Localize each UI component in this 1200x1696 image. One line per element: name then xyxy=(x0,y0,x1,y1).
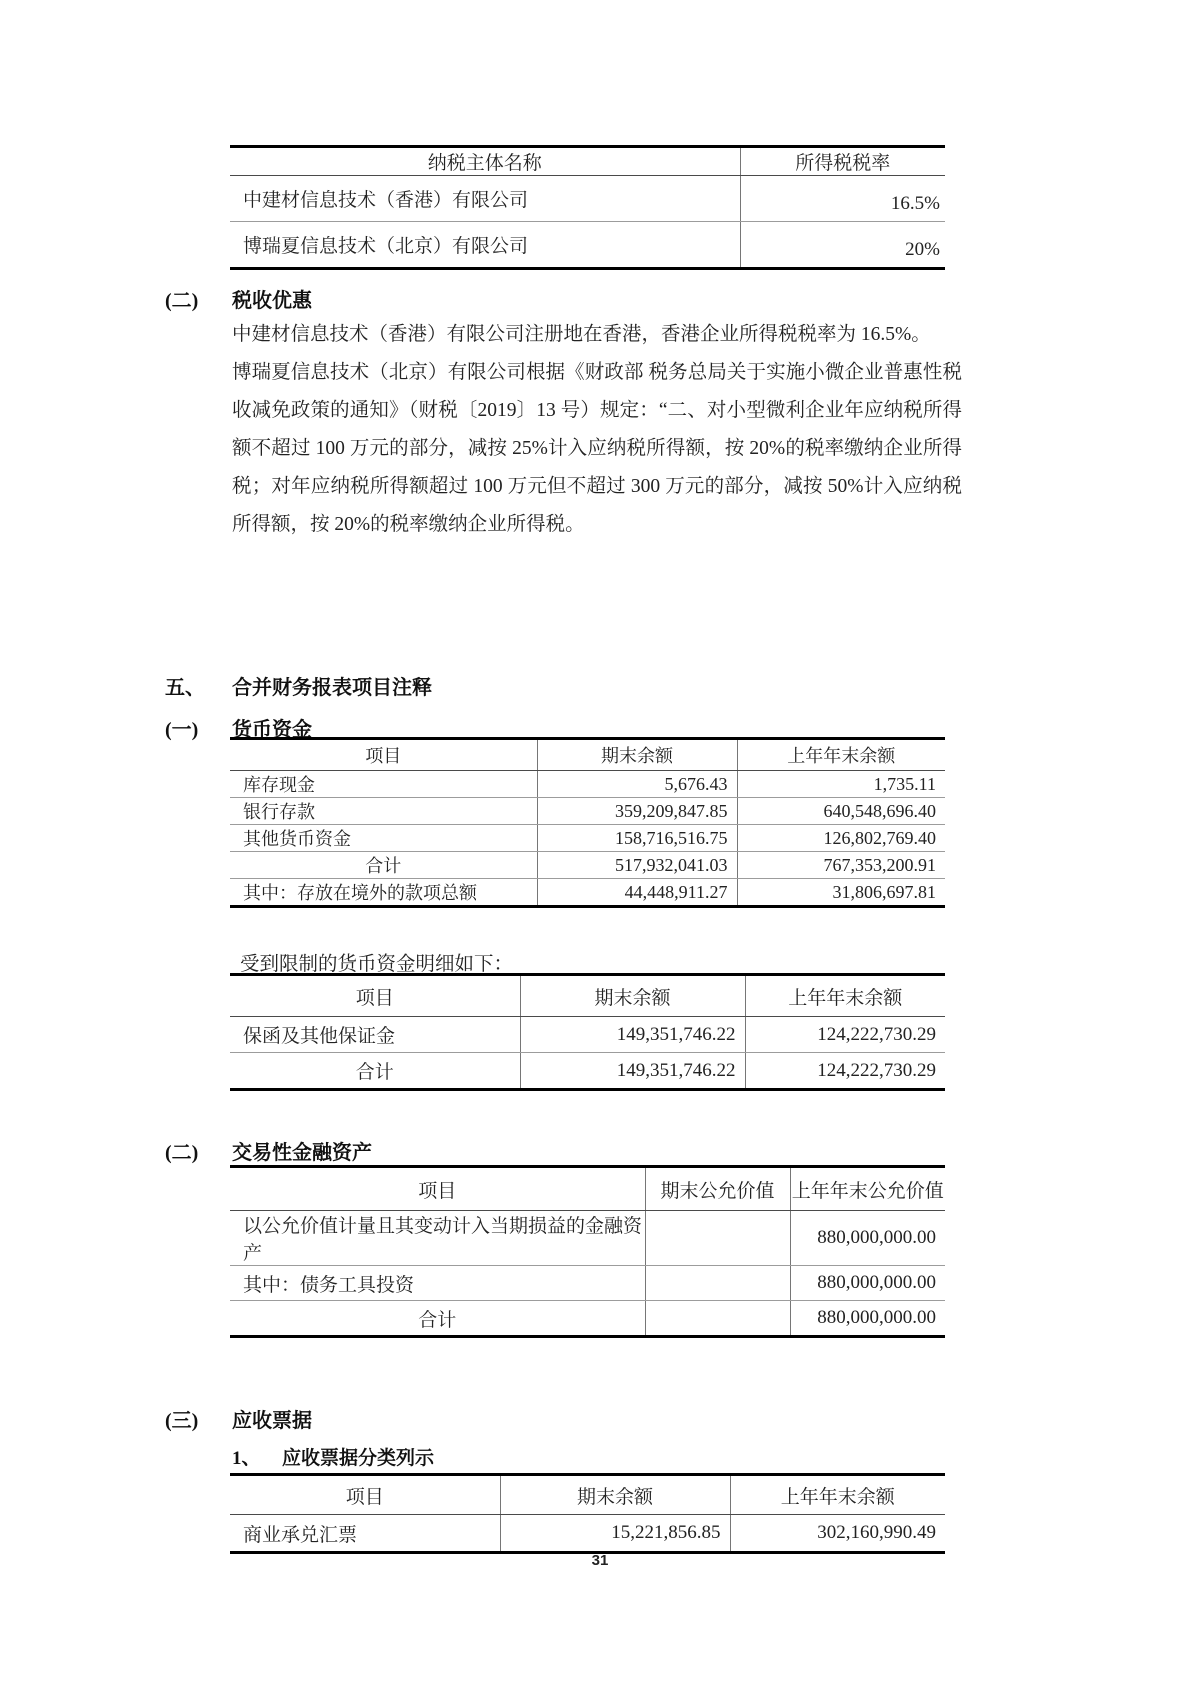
restricted-funds-intro: 受到限制的货币资金明细如下： xyxy=(240,954,514,975)
section-heading-trading-assets xyxy=(165,1136,372,1165)
monetary-funds-table xyxy=(230,737,945,908)
cell-item: 保函及其他保证金 xyxy=(230,1017,520,1053)
cell-item: 以公允价值计量且其变动计入当期损益的金融资产 xyxy=(230,1211,645,1266)
cell-prior-fair-value: 880,000,000.00 xyxy=(790,1211,945,1266)
column-header-prior: 上年年末余额 xyxy=(745,975,945,1017)
cell-prior-balance: 124,222,730.29 xyxy=(745,1017,945,1053)
column-header-item: 项目 xyxy=(230,1167,645,1211)
cell-ending-balance: 517,932,041.03 xyxy=(537,852,737,879)
section-number: 五、 xyxy=(165,677,205,699)
section-title: 合并财务报表项目注释 xyxy=(232,677,432,699)
cell-ending-fair-value xyxy=(645,1301,790,1337)
table-row xyxy=(230,879,945,907)
tax-entity-table xyxy=(230,145,945,270)
table-header-row xyxy=(230,1475,945,1515)
column-header-prior-fv: 上年年末公允价值 xyxy=(790,1167,945,1211)
table-row-total xyxy=(230,1301,945,1337)
cell-prior-balance: 124,222,730.29 xyxy=(745,1053,945,1090)
column-header-item: 项目 xyxy=(230,975,520,1017)
column-header-entity: 纳税主体名称 xyxy=(230,147,740,176)
column-header-rate: 所得税税率 xyxy=(740,147,945,176)
section-title: 交易性金融资产 xyxy=(232,1142,372,1164)
cell-ending-balance: 149,351,746.22 xyxy=(520,1053,745,1090)
table-header-row xyxy=(230,975,945,1017)
cell-ending-balance: 15,221,856.85 xyxy=(500,1515,730,1553)
section-number: (二) xyxy=(165,1142,199,1164)
table-row xyxy=(230,1211,945,1266)
section-number: (二) xyxy=(165,290,199,312)
cell-prior-balance: 767,353,200.91 xyxy=(737,852,945,879)
cell-ending-balance: 44,448,911.27 xyxy=(537,879,737,907)
column-header-ending-fv: 期末公允价值 xyxy=(645,1167,790,1211)
table-header-row xyxy=(230,1167,945,1211)
cell-ending-balance: 359,209,847.85 xyxy=(537,798,737,825)
cell-ending-fair-value xyxy=(645,1266,790,1301)
cell-prior-balance: 640,548,696.40 xyxy=(737,798,945,825)
column-header-prior: 上年年末余额 xyxy=(730,1475,945,1515)
cell-item: 其中：债务工具投资 xyxy=(230,1266,645,1301)
column-header-prior: 上年年末余额 xyxy=(737,739,945,771)
cell-item: 银行存款 xyxy=(230,798,537,825)
subsection-title: 应收票据分类列示 xyxy=(282,1448,435,1469)
section-title: 应收票据 xyxy=(232,1410,312,1432)
cell-ending-fair-value xyxy=(645,1211,790,1266)
section-heading-tax-incentive xyxy=(165,284,312,313)
table-row-total xyxy=(230,852,945,879)
paragraph-line: 博瑞夏信息技术（北京）有限公司根据《财政部 税务总局关于实施小微企业普惠性税收减免政策的通知》（财税〔2019〕13 号）规定：“二、对小型微利企业年应纳税所得额不超过 100 万元的部分，减按 25%计入应纳税所得额，按 20%的税率缴纳企业所得税；对年应纳税所得额超过 100 万元但不超过 300 万元的部分，减按 50%计入应纳税所得额，按 20%的税率缴纳企业所得税。 xyxy=(232,362,962,535)
table-row xyxy=(230,798,945,825)
section-heading-notes-receivable xyxy=(165,1404,312,1433)
cell-item: 其中：存放在境外的款项总额 xyxy=(243,883,477,903)
table-header-row xyxy=(230,739,945,771)
cell-tax-rate: 20% xyxy=(740,222,945,269)
cell-ending-balance: 158,716,516.75 xyxy=(537,825,737,852)
table-row xyxy=(230,1017,945,1053)
cell-prior-balance: 126,802,769.40 xyxy=(737,825,945,852)
column-header-ending: 期末余额 xyxy=(537,739,737,771)
tax-incentive-paragraph xyxy=(232,316,962,544)
cell-tax-rate: 16.5% xyxy=(740,176,945,222)
section-heading-notes xyxy=(165,671,432,700)
restricted-funds-table xyxy=(230,973,945,1091)
cell-item: 其他货币资金 xyxy=(230,825,537,852)
cell-item-total: 合计 xyxy=(355,1062,394,1083)
section-title: 货币资金 xyxy=(232,719,312,741)
section-number: (三) xyxy=(165,1410,199,1432)
cell-item-total: 合计 xyxy=(230,852,537,879)
column-header-ending: 期末余额 xyxy=(520,975,745,1017)
cell-prior-balance: 31,806,697.81 xyxy=(737,879,945,907)
subsection-number: 1、 xyxy=(232,1448,261,1469)
cell-entity-name: 中建材信息技术（香港）有限公司 xyxy=(230,176,740,222)
table-row xyxy=(230,825,945,852)
column-header-item: 项目 xyxy=(230,1475,500,1515)
subsection-heading-classification xyxy=(232,1443,434,1470)
column-header-item: 项目 xyxy=(230,739,537,771)
trading-assets-table xyxy=(230,1165,945,1338)
page-number: 31 xyxy=(591,1552,609,1569)
cell-entity-name: 博瑞夏信息技术（北京）有限公司 xyxy=(243,236,529,257)
cell-item: 商业承兑汇票 xyxy=(243,1524,358,1546)
cell-item: 库存现金 xyxy=(230,771,537,798)
cell-prior-fair-value: 880,000,000.00 xyxy=(790,1266,945,1301)
paragraph-line: 中建材信息技术（香港）有限公司注册地在香港，香港企业所得税税率为 16.5%。 xyxy=(232,324,931,345)
notes-receivable-table xyxy=(230,1473,945,1554)
cell-ending-balance: 149,351,746.22 xyxy=(520,1017,745,1053)
cell-item-total: 合计 xyxy=(418,1309,457,1331)
table-header-row xyxy=(230,147,945,176)
cell-prior-fair-value: 880,000,000.00 xyxy=(790,1301,945,1337)
table-row xyxy=(230,771,945,798)
cell-ending-balance: 5,676.43 xyxy=(537,771,737,798)
table-row xyxy=(230,1266,945,1301)
table-row xyxy=(230,176,945,222)
cell-prior-balance: 1,735.11 xyxy=(737,771,945,798)
section-title: 税收优惠 xyxy=(232,290,312,312)
table-row xyxy=(230,1515,945,1553)
table-row-total xyxy=(230,1053,945,1090)
table-row xyxy=(230,222,945,269)
column-header-ending: 期末余额 xyxy=(500,1475,730,1515)
cell-prior-balance: 302,160,990.49 xyxy=(730,1515,945,1553)
section-number: (一) xyxy=(165,719,199,741)
